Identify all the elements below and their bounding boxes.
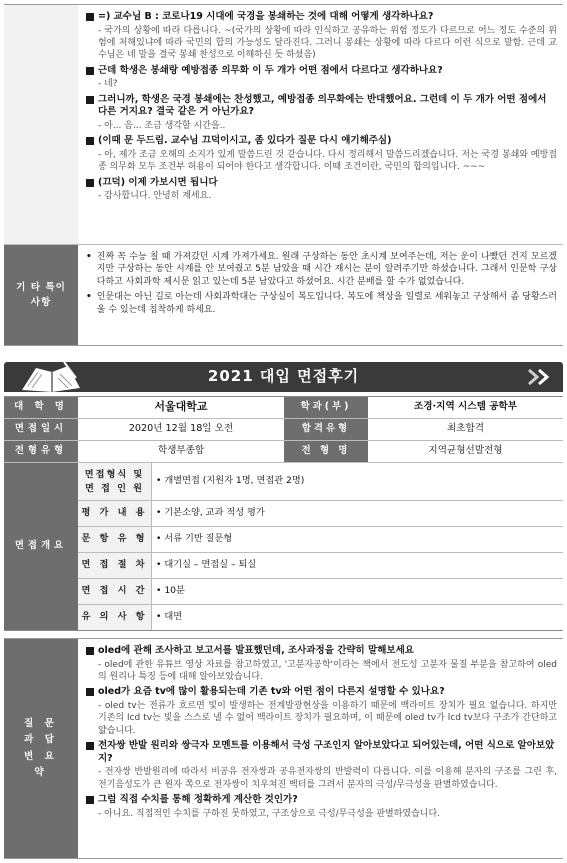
overview-rows [78,463,563,630]
question: 전자쌍 반발 원리와 쌍극자 모멘트를 이용해서 극성 구조인지 알아보았다고 되어있는데, 어떤 식으로 알아보았지? [86,740,557,765]
question: oled에 관해 조사하고 보고서를 발표했던데, 조사과정을 간략히 말해보세요 [86,645,557,658]
previous-qa-block [86,94,557,132]
university-value: 서울대학교 [154,400,208,414]
overview-row [78,605,563,630]
qa-block [86,794,557,820]
qa-block [86,740,557,791]
previous-review-panel [4,4,563,346]
square-bullet-icon [86,647,94,655]
qa-row [4,639,563,858]
overview-row [78,553,563,579]
answer: - 감사합니다. 안녕히 계세요. [98,191,212,202]
question: 그럼 직접 수치를 통해 정확하게 계산한 것인가? [86,794,557,807]
type-value: 학생부종합 [157,445,205,457]
result-value: 최초합격 [446,423,485,435]
previous-qa-block [86,11,557,62]
square-bullet-icon [86,796,94,804]
square-bullet-icon [86,179,94,187]
question: =) 교수님 B : 코로나19 시대에 국경을 봉쇄하는 것에 대해 어떻게 생각하나요? [86,11,557,24]
university-label: 대 학 명 [4,397,78,418]
square-bullet-icon [86,96,94,104]
overview-row [78,501,563,527]
overview-key: 평 가 내 용 [78,501,152,526]
previous-qa-row [4,5,563,245]
qa-block [86,645,557,683]
date-value: 2020년 12월 18일 오전 [128,423,234,435]
overview-value: • 대기실 – 면접실 – 퇴실 [156,559,257,571]
overview-key: 유 의 사 항 [78,605,152,630]
result-label: 합격유형 [284,419,368,440]
square-bullet-icon [86,688,94,696]
overview-value: • 10분 [156,585,185,597]
previous-qa-label [4,5,78,244]
answer: - 아니요. 직접적인 수치를 구하진 못하였고, 구조상으로 극성/무극성을 판별하였습니다. [98,808,441,819]
square-bullet-icon [86,137,94,145]
answer: - 네? [98,79,118,90]
answer: - oled에 관한 유튜브 영상 자료를 참고하였고, '고분자공학'이라는 책에서 전도성 고분자 물질 부분을 참고하여 oled의 원리나 특징 등에 대해 알아보았습니다. [98,659,557,682]
answer: - oled tv는 전류가 흐르면 빛이 발생하는 전계발광현상을 이용하기 때문에 백라이트 장치가 필요 없습니다. 하지만 기존의 lcd tv는 빛을 스스로 낼 수 없어 백라이트 장치가 필요하며, 이 때문에 oled tv가 lcd tv보다 구조가 간단하고 얇습니다. [98,700,557,736]
notes-row [4,245,563,345]
answer: - 국가의 상황에 따라 다릅니다. ~(국가의 상황에 따라 인식하고 공유하는 위험 정도가 다르므로 어느 정도 수준의 위험에 처해있냐에 따라 국민의 합의 가능성도 달라진다. 그러니 봉쇄는 상황에 따라 다르다 이런 식으로 말함. 근데 교수님은 네 말을 결국 봉쇄 찬성으로 이해하신 듯 하셨음) [98,25,557,61]
overview-value: • 개별면접 (지원자 1명, 면접관 2명) [156,475,305,487]
question: (끄덕) 이제 가보시면 됩니다 [86,177,557,190]
overview-key: 면접형식 및 면 접 인 원 [78,463,152,500]
overview-key: 면 접 절 차 [78,553,152,578]
qa-content [78,639,563,858]
overview-key: 면 접 시 간 [78,579,152,604]
answer: - 아, 제가 조금 오해의 소지가 있게 말씀드린 것 같습니다. 다시 정리해서 말씀드리겠습니다. 저는 국경 봉쇄와 예방접종 의무화 모두 조건부 허용이 되어야 한다고 생각합니다. 이때 조건이란, 국민의 합의입니다. ~~~ [98,149,557,173]
overview-key: 문 항 유 형 [78,527,152,552]
answer: - 아... 음... 조금 생각할 시간을.. [98,120,226,131]
overview-row [78,463,563,501]
previous-qa-block [86,135,557,173]
banner-title: 2021 대입 면접후기 [207,367,360,386]
type-label: 전형유형 [4,441,78,462]
overview-row [78,579,563,605]
question: 그러니까, 학생은 국경 봉쇄에는 찬성했고, 예방접종 의무화에는 반대했어요. 그런데 이 두 개가 어떤 점에서 다른 거지요? 결국 같은 거 아닌가요? [86,94,557,119]
info-row-date [4,419,563,441]
square-bullet-icon [86,67,94,75]
qa-panel [4,638,563,859]
dept-value: 조경·지역 시스템 공학부 [414,401,517,413]
question: (이때 문 두드림. 교수님 끄덕이시고, 좀 있다가 질문 다시 얘기해주심) [86,135,557,148]
dept-label: 학과(부) [284,397,368,418]
question: 근데 학생은 봉쇄랑 예방접종 의무화 이 두 개가 어떤 점에서 다르다고 생각하나요? [86,65,557,78]
overview-section [4,463,563,631]
overview-value: • 서류 기반 질문형 [156,533,233,545]
review-banner [4,362,563,392]
overview-value: • 대면 [156,611,183,623]
note-item: • 인문대는 아닌 길로 아는데 사회과학대는 구상실이 복도입니다. 복도에 책상을 일렬로 세워놓고 구상해서 좀 당황스러울 수 있는데 침착하게 하세요. [86,292,557,315]
notes-content [78,245,563,345]
previous-qa-content [78,5,563,244]
chevron-right-icon [525,368,555,386]
date-label: 면접일시 [4,419,78,440]
qa-block [86,686,557,737]
overview-row [78,527,563,553]
bullet-icon: • [86,292,92,303]
previous-qa-block [86,177,557,203]
overview-label: 면접개요 [4,463,78,630]
answer: - 전자쌍 반발원리에 따라서 비공유 전자쌍과 공유전자쌍의 반발력이 다릅니다. 이를 이용해 분자의 구조를 그린 후, 전기음성도가 큰 원자 쪽으로 전자쌍이 치우쳐진 벡터를 그려서 분자의 극성/무극성을 판별하였습니다. [98,767,557,790]
admission-name-label: 전 형 명 [284,441,368,462]
previous-qa-block [86,65,557,91]
info-row-university [4,397,563,419]
overview-value: • 기본소양, 교과 적성 평가 [156,507,265,519]
notes-label: 기 타 특이사항 [4,245,78,345]
square-bullet-icon [86,742,94,750]
info-table [4,396,563,631]
note-item: • 진짜 꼭 수능 칠 때 가져갔던 시계 가져가세요. 원래 구상하는 동안 초시계 보여주는데, 저는 운이 나빴던 건지 모르겠지만 구상하는 동안 시계를 안 보여줬고 5분 남았을 때 시간 재시는 분이 알려주기만 하셨습니다. 그래서 인문학 구상 다하고 사회과학 제시문 읽고 있는데 5분 남았다고 하셨어요. 시간 분배를 할 수가 없었습니다. [86,252,557,287]
square-bullet-icon [86,13,94,21]
question: oled가 요즘 tv에 많이 활용되는데 기존 tv와 어떤 점이 다른지 설명할 수 있나요? [86,686,557,699]
bullet-icon: • [86,252,92,262]
qa-label: 질 문 과 답 변 요 약 [4,639,78,858]
admission-name-value: 지역균형선발전형 [428,445,503,457]
open-book-icon [18,360,84,394]
info-row-type [4,441,563,463]
